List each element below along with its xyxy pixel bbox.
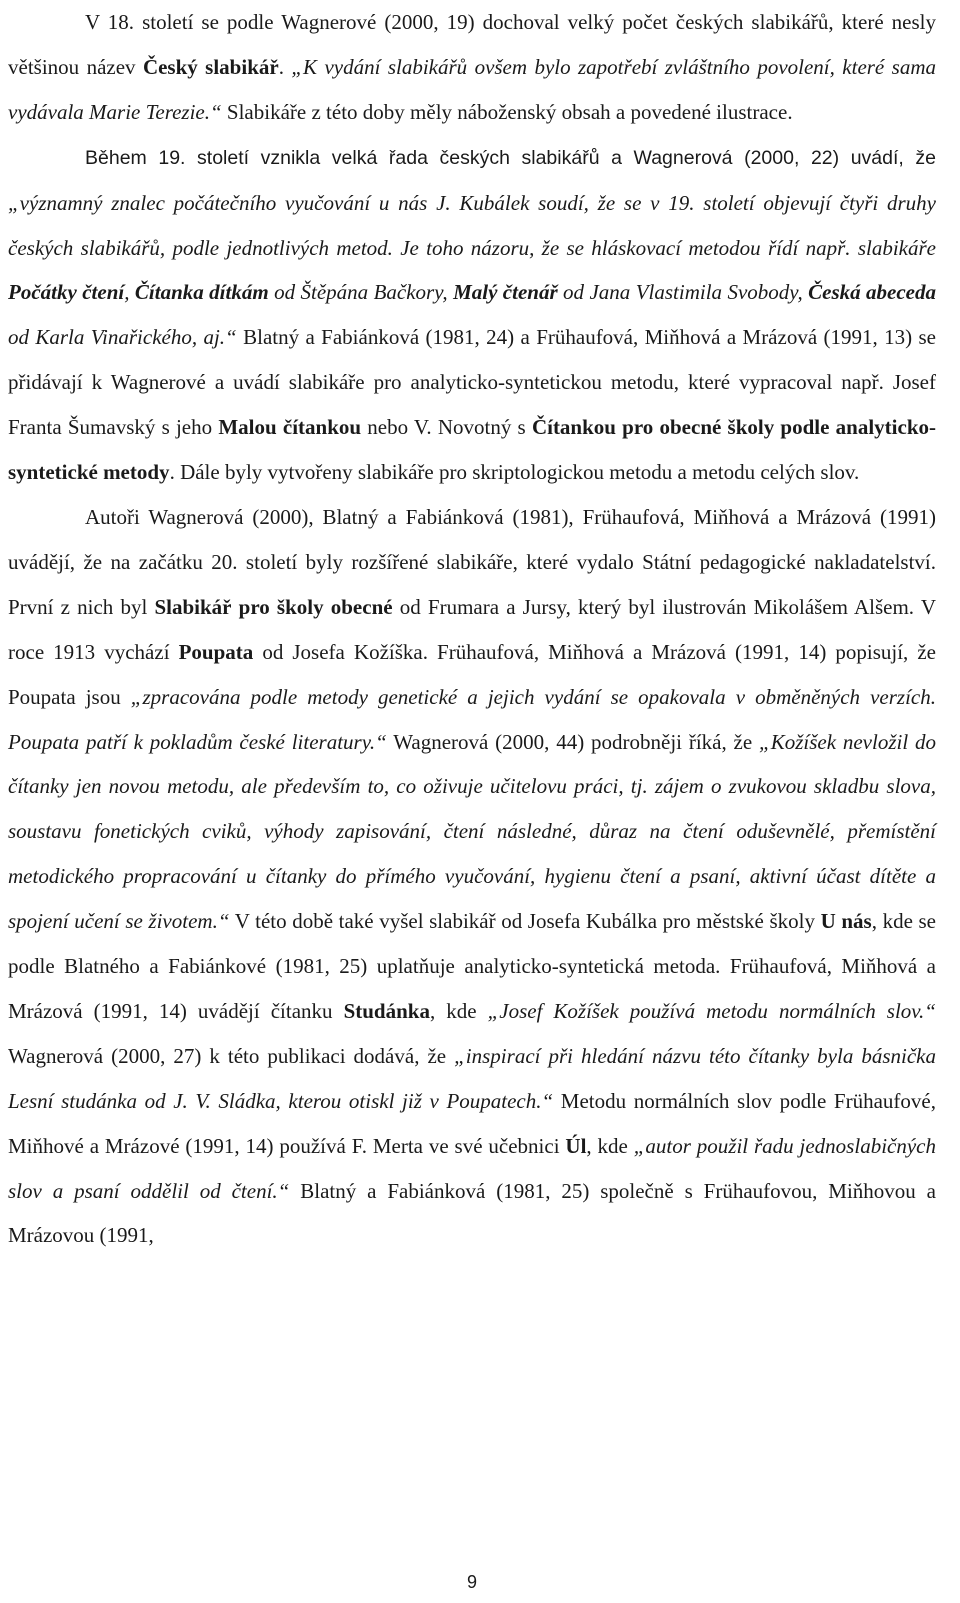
paragraph-19th-century: [8, 135, 936, 495]
quote-continued: ,: [124, 280, 135, 305]
quote-normalni-slova: „Josef Kožíšek používá metodu normálních slov.“: [487, 998, 936, 1023]
text-run: Blatný a Fabiánková (1981, 25) společně s Frühaufovou, Miňhovou a Mrázovou (1991,: [8, 1178, 936, 1248]
quote-continued: od Jana Vlastimila Svobody,: [557, 280, 809, 305]
text-run: , kde se podle Blatného a Fabiánkové (1981, 25) uplatňuje analyticko-syntetická metoda. Frühaufová, Miňhová a Mrázová (1991, 14) uvádějí čítanku: [8, 909, 936, 1023]
title-slabikar-pro-skoly-obecne: Slabikář pro školy obecné: [154, 594, 393, 619]
title-pocatky-cteni: Počátky čtení: [8, 280, 125, 305]
text-run: , kde: [586, 1133, 634, 1158]
document-page: [8, 0, 936, 1258]
text-run: Metodu normálních slov podle Frühaufové, Miňhové a Mrázové (1991, 14) používá F. Merta ve své učebnici: [8, 1088, 936, 1158]
quote-kozisek: „Kožíšek nevložil do čítanky jen novou metodu, ale především to, co oživuje učitelovu práci, tj. zájem o zvukovou skladbu slova, soustavu fonetických cviků, výhody zapisování, čtení následné, důraz na čtení oduševnělé, přemístění metodického propracování u čítanky do přímého vyučování, hygienu čtení a psaní, aktivní účast dítěte a spojení učení se životem.“: [8, 729, 936, 934]
text-run: Autoři Wagnerová (2000), Blatný a Fabiánková (1981), Frühaufová, Miňhová a Mrázová (1991) uvádějí, že na začátku 20. století byly rozšířené slabikáře, které vydalo Státní pedagogické nakladatelství. První z nich byl: [8, 504, 936, 619]
text-run: . Dále byly vytvořeny slabikáře pro skriptologickou metodu a metodu celých slov.: [169, 460, 860, 485]
text-run: od Frumara a Jursy, který byl ilustrován Mikolášem Alšem. V roce 1913 vychází: [8, 594, 936, 664]
text-run: Blatný a Fabiánková (1981, 24) a Frühaufová, Miňhová a Mrázová (1991, 13) se přidávají k Wagnerové a uvádí slabikáře pro analyticko-syntetickou metodu, které vypracoval např. Josef Franta Šumavský s jeho: [8, 325, 936, 440]
title-poupata: Poupata: [178, 639, 254, 664]
quote-continued: od Karla Vinařického, aj.“: [8, 325, 237, 350]
title-cesky-slabikar: Český slabikář: [142, 54, 279, 79]
quote-merta: „autor použil řadu jednoslabičných slov a psaní oddělil od čtení.“: [8, 1133, 936, 1203]
text-run: Slabikáře z této doby měly náboženský obsah a povedené ilustrace.: [221, 99, 793, 124]
title-maly-ctenar: Malý čtenář: [453, 280, 558, 305]
title-ul: Úl: [565, 1133, 587, 1158]
text-run: , kde: [429, 998, 488, 1023]
quote-marie-terezie: „K vydání slabikářů ovšem bylo zapotřebí zvláštního povolení, které sama vydávala Marie Terezie.“: [8, 54, 936, 124]
title-mala-citanka: Malou čítankou: [218, 415, 362, 440]
text-run: Wagnerová (2000, 44) podrobněji říká, že: [386, 729, 760, 754]
text-run: .: [278, 54, 292, 79]
title-u-nas: U nás: [820, 909, 872, 934]
title-ceska-abeceda: Česká abeceda: [808, 280, 937, 305]
quote-poupata: „zpracována podle metody genetické a jejich vydání se opakovala v obměněných verzích. Poupata patří k pokladům české literatury.“: [8, 684, 936, 754]
quote-continued: od Štěpána Bačkory,: [268, 280, 454, 305]
title-citanka-obecne-skoly: Čítankou pro obecné školy podle analyticko-syntetické metody: [8, 415, 936, 485]
paragraph-20th-century: [8, 495, 936, 1258]
text-run: nebo V. Novotný s: [361, 415, 532, 440]
title-citanka-ditkam: Čítanka dítkám: [134, 280, 269, 305]
text-run: od Josefa Kožíška. Frühaufová, Miňhová a Mrázová (1991, 14) popisují, že Poupata jsou: [8, 639, 937, 709]
text-run: Během 19. století vznikla velká řada českých slabikářů a Wagnerová (2000, 22) uvádí, že: [85, 146, 936, 169]
quote-kubalek: „významný znalec počátečního vyučování u nás J. Kubálek soudí, že se v 19. století objevují čtyři druhy českých slabikářů, podle jednotlivých metod. Je toho názoru, že se hláskovací metodou řídí např. slabikáře: [8, 190, 936, 260]
title-studanka: Studánka: [343, 998, 430, 1023]
paragraph-18th-century: [8, 0, 936, 135]
page-number: 9: [466, 1572, 477, 1592]
quote-inspirace: „inspirací při hledání názvu této čítanky byla básnička Lesní studánka od J. V. Sládka, kterou otiskl již v Poupatech.“: [8, 1043, 936, 1113]
text-run: Wagnerová (2000, 27) k této publikaci dodává, že: [8, 1043, 455, 1068]
text-run: V 18. století se podle Wagnerové (2000, 19) dochoval velký počet českých slabikářů, které nesly většinou název: [8, 10, 936, 79]
text-run: V této době také vyšel slabikář od Josefa Kubálka pro městské školy: [229, 909, 821, 934]
